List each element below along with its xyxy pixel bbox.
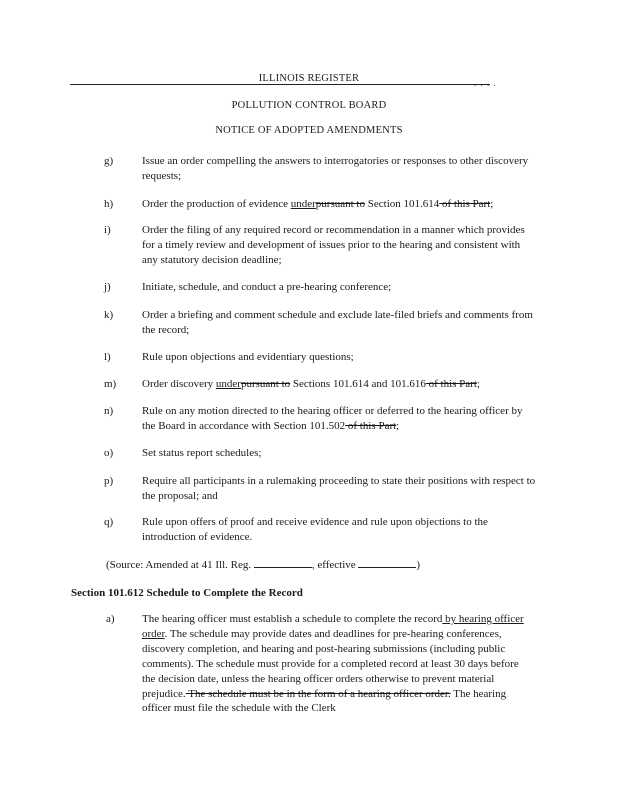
deleted-text: of this Part bbox=[425, 378, 477, 390]
blank-line bbox=[358, 558, 416, 568]
item-text: Initiate, schedule, and conduct a pre-hearing conference; bbox=[142, 281, 392, 293]
item-text: Require all participants in a rulemaking proceeding to state their positions with respect to the proposal; and bbox=[142, 475, 536, 503]
item-label: h) bbox=[104, 198, 114, 210]
item-text: Order a briefing and comment schedule and exclude late-filed briefs and comments from the record; bbox=[142, 309, 533, 337]
deleted-text: The schedule must be in the form of a hearing officer order. bbox=[185, 687, 451, 700]
item-text: Order the filing of any required record or recommendation in a manner which provides for a timely review and development of issues prior to the hearing and consistent with any statutory decision deadline; bbox=[142, 224, 525, 267]
item-label: a) bbox=[106, 613, 115, 625]
inserted-text: by hearing officer order bbox=[142, 613, 524, 640]
item-label: i) bbox=[104, 224, 111, 236]
item-text: Rule on any motion directed to the hearing officer or deferred to the hearing officer by the Board in accordance with Section 101.502 of this Part; bbox=[142, 405, 523, 433]
register-title: ILLINOIS REGISTER bbox=[258, 73, 360, 84]
item-label: g) bbox=[104, 155, 114, 167]
item-label: p) bbox=[104, 475, 114, 487]
inserted-text: under bbox=[290, 198, 316, 210]
source-note: (Source: Amended at 41 Ill. Reg. , effective ) bbox=[106, 559, 421, 571]
deleted-text: pursuant to bbox=[315, 198, 365, 210]
deleted-text: of this Part bbox=[345, 420, 397, 433]
section-heading: Section 101.612 Schedule to Complete the Record bbox=[71, 587, 303, 599]
notice-title: NOTICE OF ADOPTED AMENDMENTS bbox=[215, 125, 403, 136]
item-text: Order discovery underpursuant to Sections 101.614 and 101.616 of this Part; bbox=[142, 378, 480, 390]
item-label: n) bbox=[104, 405, 114, 417]
item-label: q) bbox=[104, 516, 114, 528]
item-text: Rule upon objections and evidentiary questions; bbox=[142, 351, 354, 363]
blank-line bbox=[254, 558, 312, 568]
item-text: Issue an order compelling the answers to interrogatories or responses to other discovery requests; bbox=[142, 155, 529, 183]
inserted-text: under bbox=[215, 378, 241, 390]
item-text: Set status report schedules; bbox=[142, 447, 262, 459]
item-label: j) bbox=[104, 281, 111, 293]
board-title: POLLUTION CONTROL BOARD bbox=[231, 100, 387, 111]
item-label: k) bbox=[104, 309, 114, 321]
header-dots: . . . . bbox=[474, 78, 497, 88]
header-rule bbox=[70, 84, 490, 85]
deleted-text: pursuant to bbox=[240, 378, 291, 390]
item-text: Order the production of evidence underpursuant to Section 101.614 of this Part; bbox=[142, 198, 494, 210]
deleted-text: of this Part bbox=[439, 198, 491, 210]
item-label: m) bbox=[104, 378, 117, 390]
item-text: Rule upon offers of proof and receive evidence and rule upon objections to the introduction of evidence. bbox=[142, 516, 488, 544]
item-label: o) bbox=[104, 447, 114, 459]
item-label: l) bbox=[104, 351, 111, 363]
item-text: The hearing officer must establish a schedule to complete the record by hearing officer order. The schedule may provide dates and deadlines for pre-hearing conferences, discovery completion, and hearing and post-hearing submissions (including public comments). The schedule must provide for a completed record at least 30 days before the decision date, unless the hearing officer orders otherwise to prevent material prejudice. The schedule must be in the form of a hearing officer order. The hearing officer must file the schedule with the Clerk bbox=[142, 613, 524, 715]
